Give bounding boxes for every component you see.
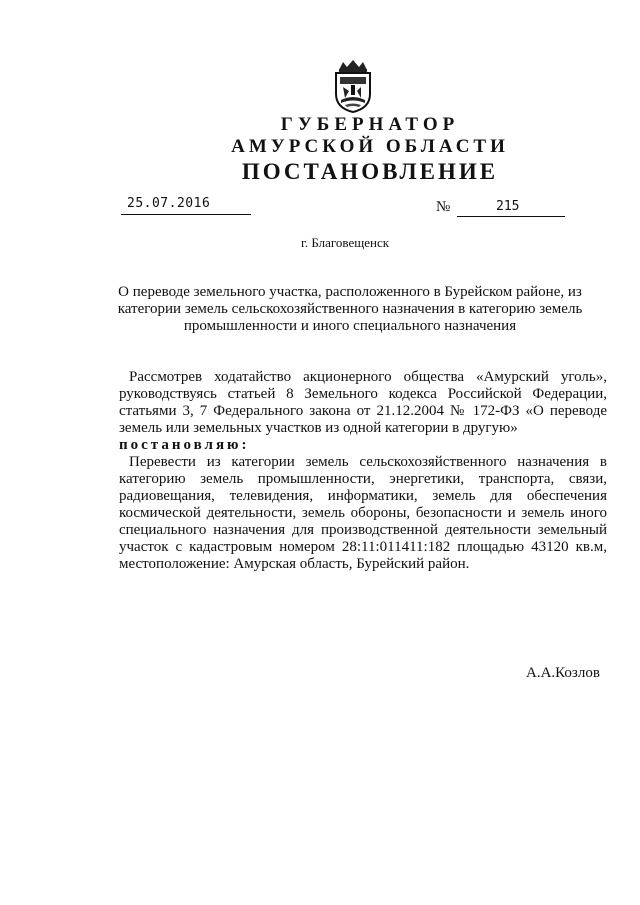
decision-paragraph: Перевести из категории земель сельскохозяйственного назначения в категорию земель промышленности, энергетики, транспорта, связи, радиовещания, телевидения, информатики, земель для обеспечения космической деятельности, земель обороны, безопасности и земель иного специального назначения для производственной деятельности земельный участок с кадастровым номером 28:11:011411:182 площадью 43120 кв.м, местоположение: Амурская область, Бурейский район. xyxy=(119,454,607,572)
city-label: г. Благовещенск xyxy=(300,235,390,250)
date-underline xyxy=(121,214,251,215)
document-title: О переводе земельного участка, расположенного в Бурейском районе, из категории земель сельскохозяйственного назначения в категорию земель промышленности и иного специального назначения xyxy=(117,284,583,334)
signatory-name: А.А.Козлов xyxy=(526,665,600,681)
document-body xyxy=(119,369,607,573)
governor-heading: ГУБЕРНАТОР xyxy=(280,114,460,135)
number-sign: № xyxy=(436,199,451,215)
preamble-paragraph: Рассмотрев ходатайство акционерного общества «Амурский уголь», руководствуясь статьей 8 Земельного кодекса Российской Федерации, статьями 3, 7 Федерального закона от 21.12.2004 № 172-ФЗ «О переводе земель или земельных участков из одной категории в другую» xyxy=(119,369,607,436)
document-date: 25.07.2016 xyxy=(127,196,211,211)
coat-of-arms-icon xyxy=(331,58,375,114)
document-type-heading: ПОСТАНОВЛЕНИЕ xyxy=(241,159,499,184)
document-number: 215 xyxy=(496,199,520,214)
number-underline xyxy=(457,216,565,217)
resolve-word: постановляю: xyxy=(119,437,250,453)
region-heading: АМУРСКОЙ ОБЛАСТИ xyxy=(231,136,509,157)
